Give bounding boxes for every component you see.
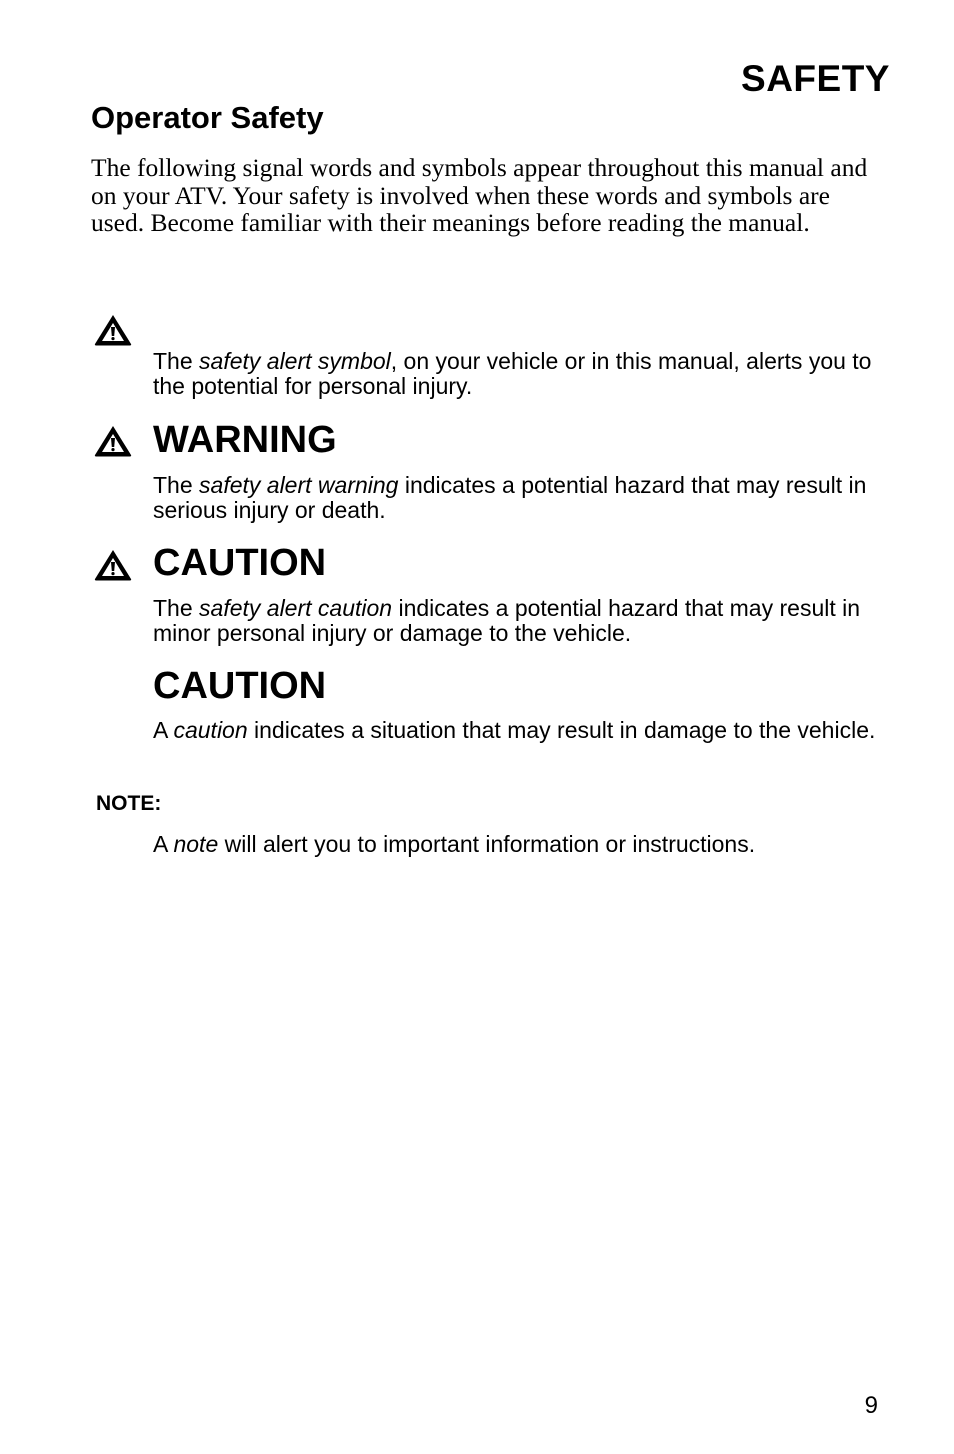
page-header: SAFETY [741,58,890,99]
caution-description: A caution indicates a situation that may result in damage to the vehicle. [153,717,876,743]
warning-triangle-icon [93,548,133,582]
caution-signal-word: CAUTION [153,665,327,707]
warning-signal-word: WARNING [153,419,337,461]
warning-triangle-icon [93,424,133,458]
page-number: 9 [864,1392,878,1419]
caution-alert-signal-word: CAUTION [153,542,327,584]
warning-triangle-icon [93,313,133,347]
note-description: A note will alert you to important information or instructions. [153,831,756,857]
warning-description: The safety alert warning indicates a potential hazard that may result in serious injury or death. [153,472,867,523]
section-title: Operator Safety [91,100,324,135]
safety-alert-symbol-description: The safety alert symbol, on your vehicle or in this manual, alerts you to the potential for personal injury. [153,348,872,399]
caution-alert-description: The safety alert caution indicates a potential hazard that may result in minor personal injury or damage to the vehicle. [153,595,861,646]
intro-paragraph: The following signal words and symbols appear throughout this manual and on your ATV. Your safety is involved when these words and symbols are used. Become familiar with their meanings before reading the manual. [91,153,868,237]
note-label: NOTE: [96,792,162,815]
